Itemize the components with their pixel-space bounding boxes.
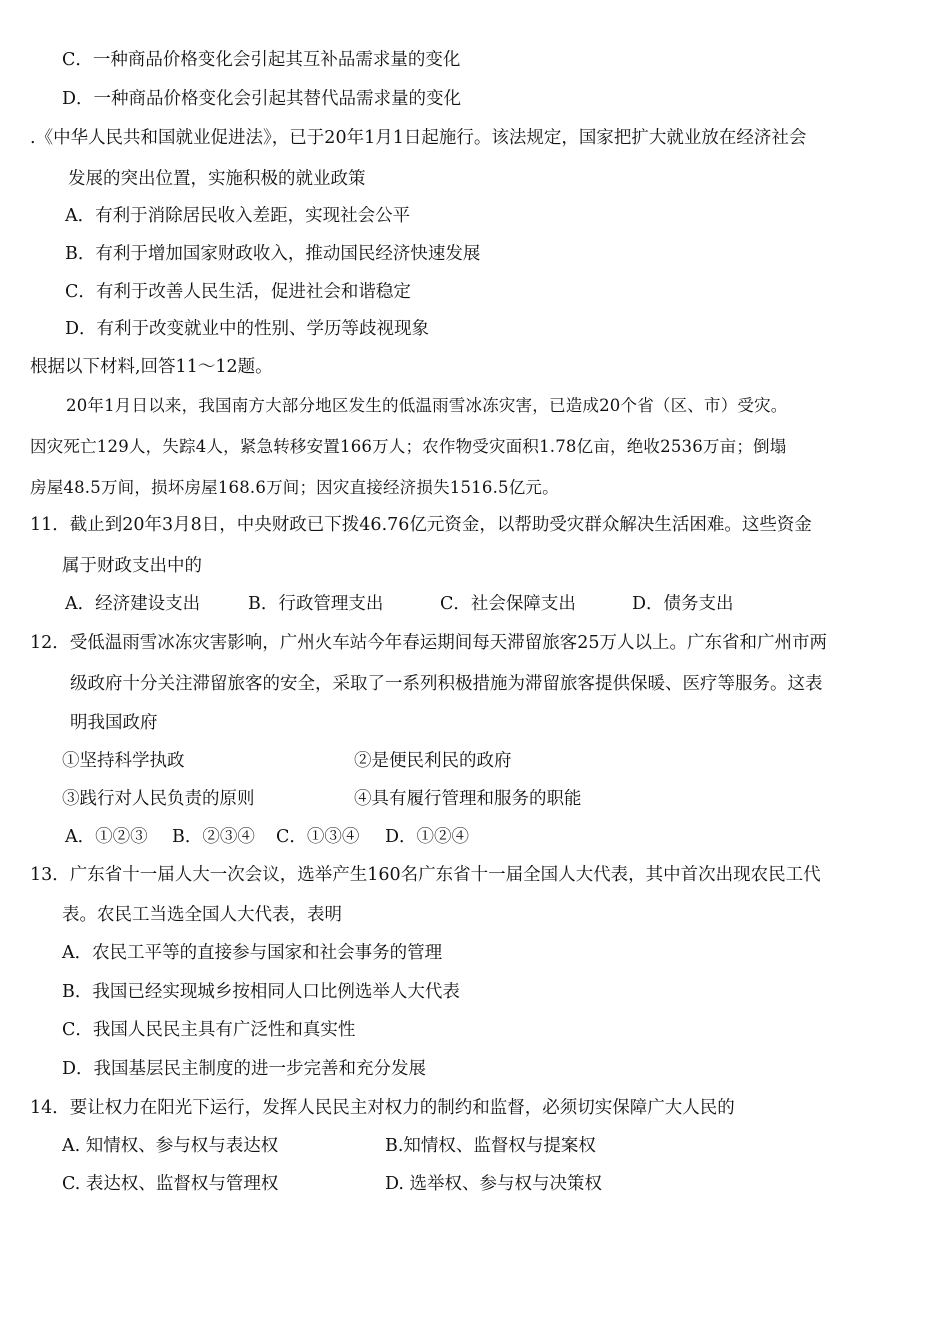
q11-option-a: A．经济建设支出: [65, 594, 201, 614]
q11-stem-line-1: 11．截止到20年3月8日，中央财政已下拨46.76亿元资金，以帮助受灾群众解决生活困难。这些资金: [30, 515, 812, 535]
q12-option-b: B．②③④: [172, 827, 255, 847]
q11-option-b: B．行政管理支出: [248, 594, 384, 614]
q10-option-a: A．有利于消除居民收入差距，实现社会公平: [65, 206, 411, 226]
material-intro: 根据以下材料,回答11～12题。: [30, 357, 273, 377]
q13-option-a: A．农民工平等的直接参与国家和社会事务的管理: [62, 943, 443, 963]
q10-stem-line-1: .《中华人民共和国就业促进法》，已于20年1月1日起施行。该法规定，国家把扩大就业放在经济社会: [30, 128, 807, 148]
q12-item-3: ③践行对人民负责的原则: [62, 789, 255, 809]
q12-stem-line-3: 明我国政府: [70, 713, 158, 733]
q13-option-c: C．我国人民民主具有广泛性和真实性: [62, 1020, 356, 1040]
q10-option-c: C．有利于改善人民生活，促进社会和谐稳定: [65, 282, 411, 302]
q13-stem-line-1: 13．广东省十一届人大一次会议，选举产生160名广东省十一届全国人大代表，其中首次出现农民工代: [30, 865, 821, 885]
q14-option-c: C. 表达权、监督权与管理权: [62, 1174, 279, 1194]
q12-option-a: A．①②③: [65, 827, 148, 847]
q14-option-b: B.知情权、监督权与提案权: [385, 1136, 596, 1156]
q11-stem-line-2: 属于财政支出中的: [62, 556, 202, 576]
q10-option-d: D．有利于改变就业中的性别、学历等歧视现象: [65, 319, 430, 339]
q13-option-b: B．我国已经实现城乡按相同人口比例选举人大代表: [62, 982, 460, 1002]
q13-stem-line-2: 表。农民工当选全国人大代表，表明: [62, 905, 342, 925]
q9-option-c: C．一种商品价格变化会引起其互补品需求量的变化: [62, 50, 461, 70]
q12-item-1: ①坚持科学执政: [62, 751, 185, 771]
q12-item-2: ②是便民利民的政府: [354, 751, 512, 771]
material-paragraph-line-3: 房屋48.5万间，损坏房屋168.6万间；因灾直接经济损失1516.5亿元。: [30, 478, 559, 497]
q14-stem-line-1: 14．要让权力在阳光下运行，发挥人民民主对权力的制约和监督，必须切实保障广大人民的: [30, 1098, 735, 1118]
q12-option-d: D．①②④: [385, 827, 470, 847]
q10-option-b: B．有利于增加国家财政收入，推动国民经济快速发展: [65, 244, 481, 264]
material-paragraph-line-2: 因灾死亡129人，失踪4人，紧急转移安置166万人；农作物受灾面积1.78亿亩，绝收2536万亩；倒塌: [30, 437, 787, 456]
q10-stem-line-2: 发展的突出位置，实施积极的就业政策: [68, 169, 366, 189]
q9-option-d: D．一种商品价格变化会引起其替代品需求量的变化: [62, 89, 462, 109]
q12-stem-line-2: 级政府十分关注滞留旅客的安全，采取了一系列积极措施为滞留旅客提供保暖、医疗等服务。这表: [70, 674, 823, 694]
q11-option-d: D．债务支出: [632, 594, 734, 614]
q12-item-4: ④具有履行管理和服务的职能: [354, 789, 582, 809]
q14-option-a: A. 知情权、参与权与表达权: [62, 1136, 279, 1156]
q12-option-c: C．①③④: [276, 827, 360, 847]
q14-option-d: D. 选举权、参与权与决策权: [385, 1174, 603, 1194]
q12-stem-line-1: 12．受低温雨雪冰冻灾害影响，广州火车站今年春运期间每天滞留旅客25万人以上。广东省和广州市两: [30, 633, 828, 653]
q13-option-d: D．我国基层民主制度的进一步完善和充分发展: [62, 1059, 427, 1079]
material-paragraph-line-1: 20年1月日以来，我国南方大部分地区发生的低温雨雪冰冻灾害，已造成20个省（区、市）受灾。: [66, 396, 788, 415]
q11-option-c: C．社会保障支出: [440, 594, 576, 614]
